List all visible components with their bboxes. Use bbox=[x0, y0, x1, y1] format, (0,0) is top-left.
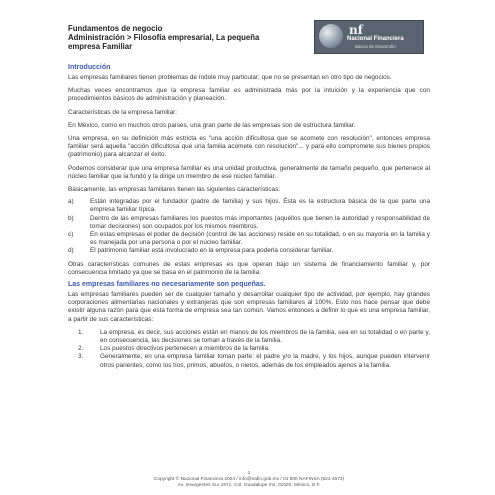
paragraph: Básicamente, las empresas familiares tienen las siguientes características: bbox=[68, 186, 281, 194]
document-page bbox=[68, 24, 430, 370]
list-marker: a) bbox=[68, 198, 74, 206]
list-item bbox=[68, 215, 430, 231]
list-item-text: Dentro de las empresas familiares los puestos más importantes (aquéllos que tienen la autoridad y responsabilidad de tomar decisiones) son ocupados por los mismos miembros. bbox=[90, 214, 430, 230]
list-item-text: Los puestos directivos pertenecen a miembros de la familia. bbox=[100, 345, 270, 353]
list-marker: b) bbox=[68, 214, 74, 222]
list-item-text: El patrimonio familiar está involucrado en la empresa para poderla considerar familiar. bbox=[90, 247, 334, 255]
list-item-text: Generalmente, en una empresa familiar toman parte: el padre y/o la madre, y los hijos, aunque pueden intervenir otros parientes, como los tíos, primos, abuelos, o nietos, además de los empleados ajenos a la familia. bbox=[100, 353, 430, 369]
footer-copyright: Copyright © Nacional Financiera 2004 / info@nafin.gob.mx / 01 800 NAFINSA (623 4672) bbox=[153, 477, 345, 482]
list-marker: 2. bbox=[78, 345, 84, 353]
list-item-text: Están integradas por el fundador (padre de familia) y sus hijos. Ésta es la estructura básica de la que parte una empresa familiar típica. bbox=[90, 198, 430, 214]
logo-name: Nacional Financiera bbox=[347, 36, 404, 42]
logo-mark: nf bbox=[349, 23, 363, 37]
list-item-text: En estas empresas el poder de decisión (control de las acciones) reside en su totalidad, o en su mayoría en la familia y es manejada por una persona o por el núcleo familiar. bbox=[90, 231, 430, 247]
list-marker: 1. bbox=[78, 328, 84, 336]
logo-tagline: Banca de Desarrollo bbox=[355, 44, 396, 49]
footer-address: Av. Insurgentes Sur 1971, Col. Guadalupe Inn, 01020, México, D.F. bbox=[177, 483, 321, 488]
list-item bbox=[68, 231, 430, 247]
paragraph: Otras características comunes de estas empresas es que operan bajo un sistema de financiamiento familiar y, por consecuencia limitado ya que se basa en el patrimonio de la familia. bbox=[68, 260, 430, 276]
section-heading-intro: Introducción bbox=[68, 64, 111, 71]
header-title-line1: Fundamentos de negocio bbox=[68, 24, 163, 33]
characteristics-list bbox=[68, 198, 430, 255]
list-marker: c) bbox=[68, 231, 74, 239]
list-marker: d) bbox=[68, 247, 74, 255]
header-title-line2: Administración > Filosofía empresarial, La pequeña bbox=[68, 33, 260, 42]
list-item-text: La empresa, es decir, sus acciones están en manos de los miembros de la familia, sea en su totalidad o en parte y, en consecuencia, las decisiones se toman a través de la familia. bbox=[100, 328, 430, 345]
page-number: 1 bbox=[247, 471, 251, 476]
list-item bbox=[68, 198, 430, 214]
paragraph: En México, como en muchos otros países, una gran parte de las empresas son de estructura familiar. bbox=[68, 121, 356, 129]
paragraph: Las empresas familiares tienen problemas de índole muy particular; que no se presentan en otro tipo de negocios. bbox=[68, 74, 392, 81]
paragraph: Las empresas familiares pueden ser de cualquier tamaño y desarrollar cualquier tipo de actividad, por ejemplo, hay grandes corporaciones alimentarias nacionales y extranjeras que son empresas familiares al 100%. Esto nos hace pensar que debe existir alguna razón para que esta forma de empresa sea tan común. Vamos entonces a definir lo que es una empresa familiar, a partir de sus características: bbox=[68, 291, 430, 323]
list-item bbox=[78, 329, 430, 345]
paragraph: Una empresa, en su definición más estricta es "una acción dificultosa que se acomete con resolución", entonces empresa familiar será aquella "acción dificultosa que una familia acomete con resolución"... y para ello compromete sus bienes propios (patrimonio) para alcanzar el éxito. bbox=[68, 135, 430, 159]
paragraph: Muchas veces encontramos que la empresa familiar es administrada más por la intuición y la experiencia que con procedimientos básicos de administración y planeación. bbox=[68, 87, 430, 103]
paragraph: Podemos considerar que una empresa familiar es una unidad productiva, generalmente de tamaño pequeño, que pertenece al núcleo familiar que la fundó y la dirige un miembro de ese núcleo familiar. bbox=[68, 164, 430, 180]
list-item bbox=[78, 353, 430, 369]
list-item bbox=[78, 345, 430, 353]
list-item bbox=[68, 247, 430, 255]
page-footer bbox=[68, 471, 430, 489]
header-title-line3: empresa Familiar bbox=[68, 42, 133, 51]
section-heading-size: Las empresas familiares no necesariamente son pequeñas. bbox=[68, 281, 266, 289]
definition-list bbox=[68, 329, 430, 370]
list-marker: 3. bbox=[78, 353, 84, 361]
document-header bbox=[68, 24, 430, 51]
paragraph: Características de la empresa familiar: bbox=[68, 108, 178, 116]
